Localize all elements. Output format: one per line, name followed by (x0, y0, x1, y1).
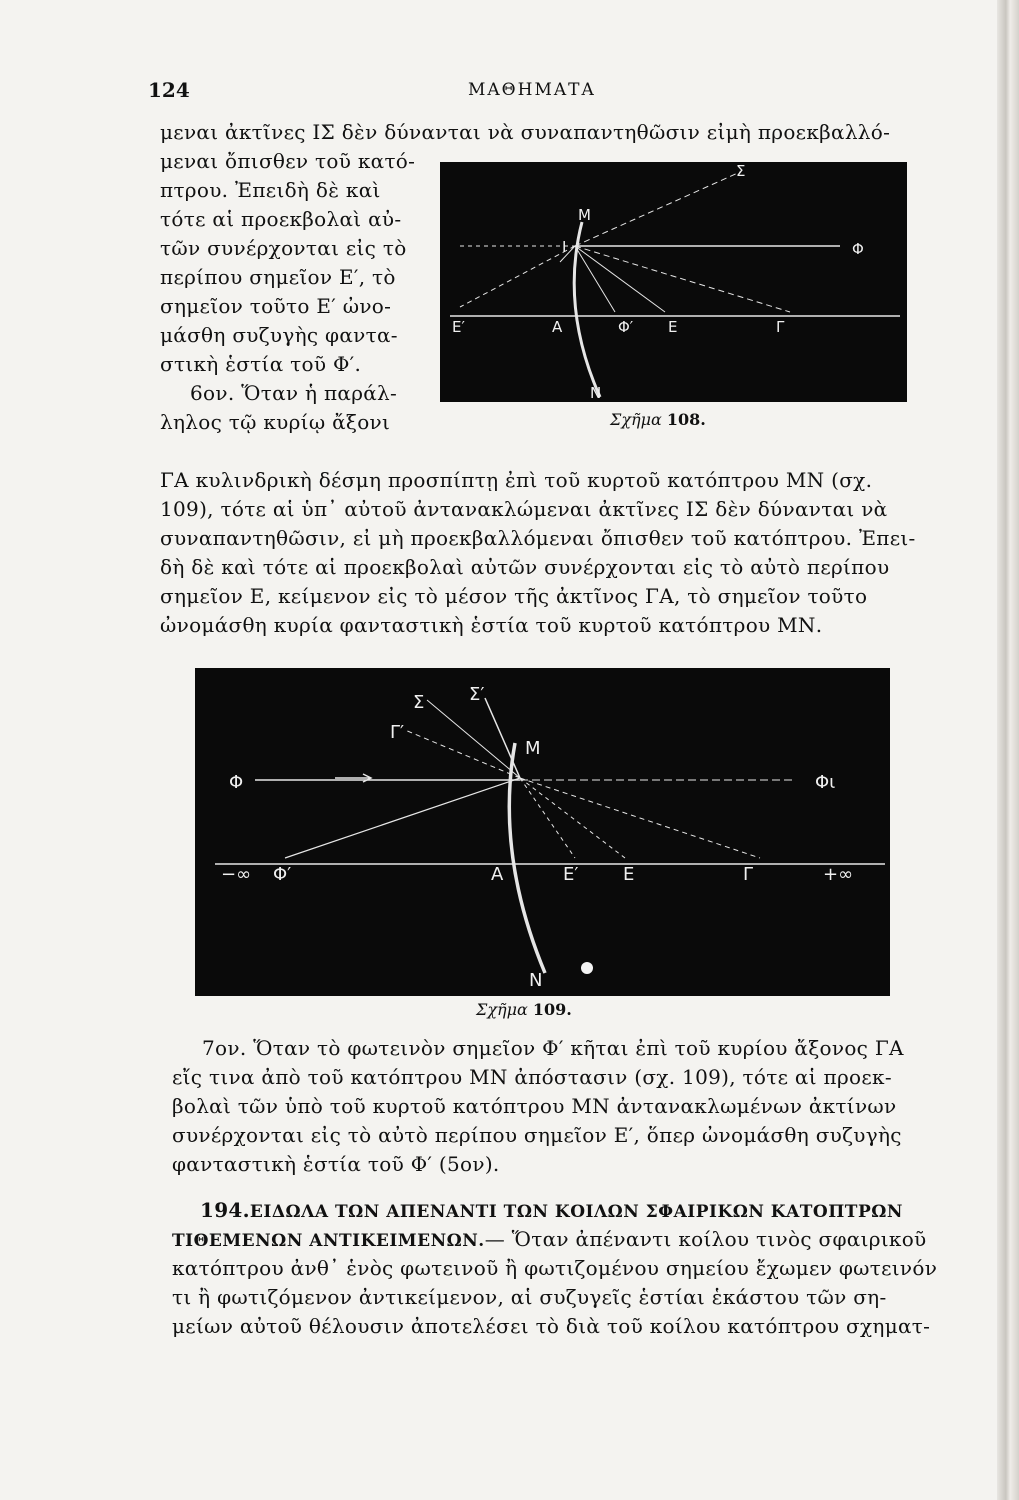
reflected-ray-sigma (427, 700, 520, 778)
label-e: Ε (623, 864, 635, 885)
paragraph-7 (172, 1034, 904, 1179)
paragraph-main (160, 466, 916, 640)
caption-label: Σχῆμα (610, 410, 662, 429)
label-n: Ν (590, 384, 602, 402)
label-i: Ι (562, 238, 567, 256)
label-gamma: Γ (776, 318, 785, 336)
section-heading-cont: ΤΙΘΕΜΕΝΩΝ ΑΝΤΙΚΕΙΜΕΝΩΝ. (172, 1231, 485, 1251)
text-line: δὴ δὲ καὶ τότε αἱ προεκβολαὶ αὐτῶν συνέρχονται εἰς τὸ αὐτὸ περίπου (160, 555, 890, 579)
text-line: ΓΑ κυλινδρικὴ δέσμη προσπίπτῃ ἐπὶ τοῦ κυρτοῦ κατόπτρου ΜΝ (σχ. (160, 468, 873, 492)
reflected-ray-sigma-prime (485, 698, 520, 778)
text-line: στικὴ ἑστία τοῦ Φ′. (160, 352, 362, 376)
ray-to-g (575, 246, 790, 312)
running-header (148, 78, 918, 102)
label-phi: Φ (852, 240, 864, 258)
text-line: μείων αὐτοῦ θέλουσιν ἀποτελέσει τὸ διὰ τοῦ κοίλου κατόπτρου σχηματ- (172, 1314, 931, 1338)
label-minus-infinity: −∞ (221, 864, 252, 885)
section-heading: ΕΙΔΩΛΑ ΤΩΝ ΑΠΕΝΑΝΤΙ ΤΩΝ ΚΟΙΛΩΝ ΣΦΑΙΡΙΚΩΝ ΚΑΤΟΠΤΡΩΝ (249, 1202, 903, 1222)
label-sigma: Σ (736, 162, 746, 180)
figure-108-caption (610, 410, 706, 429)
text-line: εἴς τινα ἀπὸ τοῦ κατόπτρου ΜΝ ἀπόστασιν (σχ. 109), τότε αἱ προεκ- (172, 1065, 892, 1089)
extension-to-e-prime (520, 778, 575, 858)
section-heading-line (172, 1196, 937, 1225)
figure-109-diagram (195, 668, 890, 996)
caption-number: 108. (666, 410, 706, 429)
text-line: τότε αἱ προεκβολαὶ αὐ- (160, 207, 402, 231)
caption-label: Σχῆμα (476, 1000, 528, 1019)
text-line: συναπαντηθῶσιν, εἰ μὴ προεκβαλλόμεναι ὄπισθεν τοῦ κατόπτρου. Ἐπει- (160, 526, 916, 550)
ray-from-f1 (285, 778, 520, 858)
section-number: 194. (200, 1198, 250, 1222)
text-line: 7ον. Ὅταν τὸ φωτεινὸν σημεῖον Φ′ κῆται ἐπὶ τοῦ κυρίου ἄξονος ΓΑ (202, 1036, 904, 1060)
label-plus-infinity: +∞ (823, 864, 854, 885)
convex-mirror (509, 743, 545, 973)
label-m: Μ (525, 738, 541, 759)
text-line: τῶν συνέρχονται εἰς τὸ (160, 236, 407, 260)
figure-108 (440, 162, 907, 402)
text-line: σημεῖον τοῦτο Ε′ ὠνο- (160, 294, 392, 318)
label-e-prime: Ε′ (452, 318, 465, 336)
page-number: 124 (148, 78, 190, 102)
label-phi: Φ (229, 772, 244, 793)
ray-to-f1 (575, 246, 615, 312)
label-gamma: Γ (743, 864, 754, 885)
text-line: φανταστικὴ ἑστία τοῦ Φ′ (5ον). (172, 1152, 500, 1176)
figure-109-caption (476, 1000, 572, 1019)
text-line: μεναι ὄπισθεν τοῦ κατό- (160, 149, 416, 173)
section-lead: — Ὅταν ἀπέναντι κοίλου τινὸς σφαιρικοῦ (484, 1227, 927, 1251)
text-line: 6ον. Ὅταν ἡ παράλ- (190, 381, 398, 405)
label-e-prime: Ε′ (563, 864, 579, 885)
text-line: βολαὶ τῶν ὑπὸ τοῦ κυρτοῦ κατόπτρου ΜΝ ἀντανακλωμένων ἀκτίνων (172, 1094, 897, 1118)
label-sigma-prime: Σ′ (469, 684, 485, 705)
label-a: Α (552, 318, 563, 336)
text-line: συνέρχονται εἰς τὸ αὐτὸ περίπου σημεῖον Ε′, ὅπερ ὠνομάσθη συζυγὴς (172, 1123, 902, 1147)
label-n: Ν (529, 970, 543, 991)
text-line: ληλος τῷ κυρίῳ ἄξονι (160, 410, 391, 434)
caption-number: 109. (532, 1000, 572, 1019)
text-line: σημεῖον Ε, κείμενον εἰς τὸ μέσον τῆς ἀκτῖνος ΓΑ, τὸ σημεῖον τοῦτο (160, 584, 868, 608)
text-line: μεναι ἀκτῖνες ΙΣ δὲν δύνανται νὰ συναπαντηθῶσιν εἰμὴ προεκβαλλό- (160, 120, 891, 144)
label-m: Μ (578, 206, 591, 224)
center-point (581, 962, 593, 974)
text-line: πτρου. Ἐπειδὴ δὲ καὶ (160, 178, 381, 202)
figure-108-diagram (440, 162, 907, 402)
text-line: ὠνομάσθη κυρία φανταστικὴ ἑστία τοῦ κυρτοῦ κατόπτρου ΜΝ. (160, 613, 823, 637)
ray-to-e (575, 246, 665, 312)
label-a: Α (491, 864, 504, 885)
label-sigma: Σ (413, 692, 425, 713)
extension-to-gamma (520, 778, 760, 858)
header-title: ΜΑΘΗΜΑΤΑ (468, 80, 596, 100)
text-line: κατόπτρου ἀνθ᾽ ἑνὸς φωτεινοῦ ἢ φωτιζομένου σημείου ἔχωμεν φωτεινόν (172, 1256, 938, 1280)
page-edge (997, 0, 1019, 1500)
label-gamma-prime: Γ′ (390, 722, 405, 743)
extension-to-e (520, 778, 625, 858)
text-line: περίπου σημεῖον Ε′, τὸ (160, 265, 396, 289)
text-line: μάσθη συζυγὴς φαντα- (160, 323, 398, 347)
section-heading-line-2 (172, 1225, 937, 1254)
label-phi-prime: Φ′ (618, 318, 634, 336)
section-194 (172, 1196, 937, 1341)
figure-109 (195, 668, 890, 996)
label-phi-prime: Φ′ (273, 864, 292, 885)
label-e: Ε (668, 318, 678, 336)
reflected-ray (575, 172, 740, 246)
ray-extension (460, 246, 575, 307)
text-line: 109), τότε αἱ ὑπ᾽ αὐτοῦ ἀντανακλώμεναι ἀκτῖνες ΙΣ δὲν δύνανται νὰ (160, 497, 888, 521)
label-phi-iota: Φι (815, 772, 836, 793)
text-line: τι ἢ φωτιζόμενον ἀντικείμενον, αἱ συζυγεῖς ἑστίαι ἑκάστου τῶν ση- (172, 1285, 887, 1309)
